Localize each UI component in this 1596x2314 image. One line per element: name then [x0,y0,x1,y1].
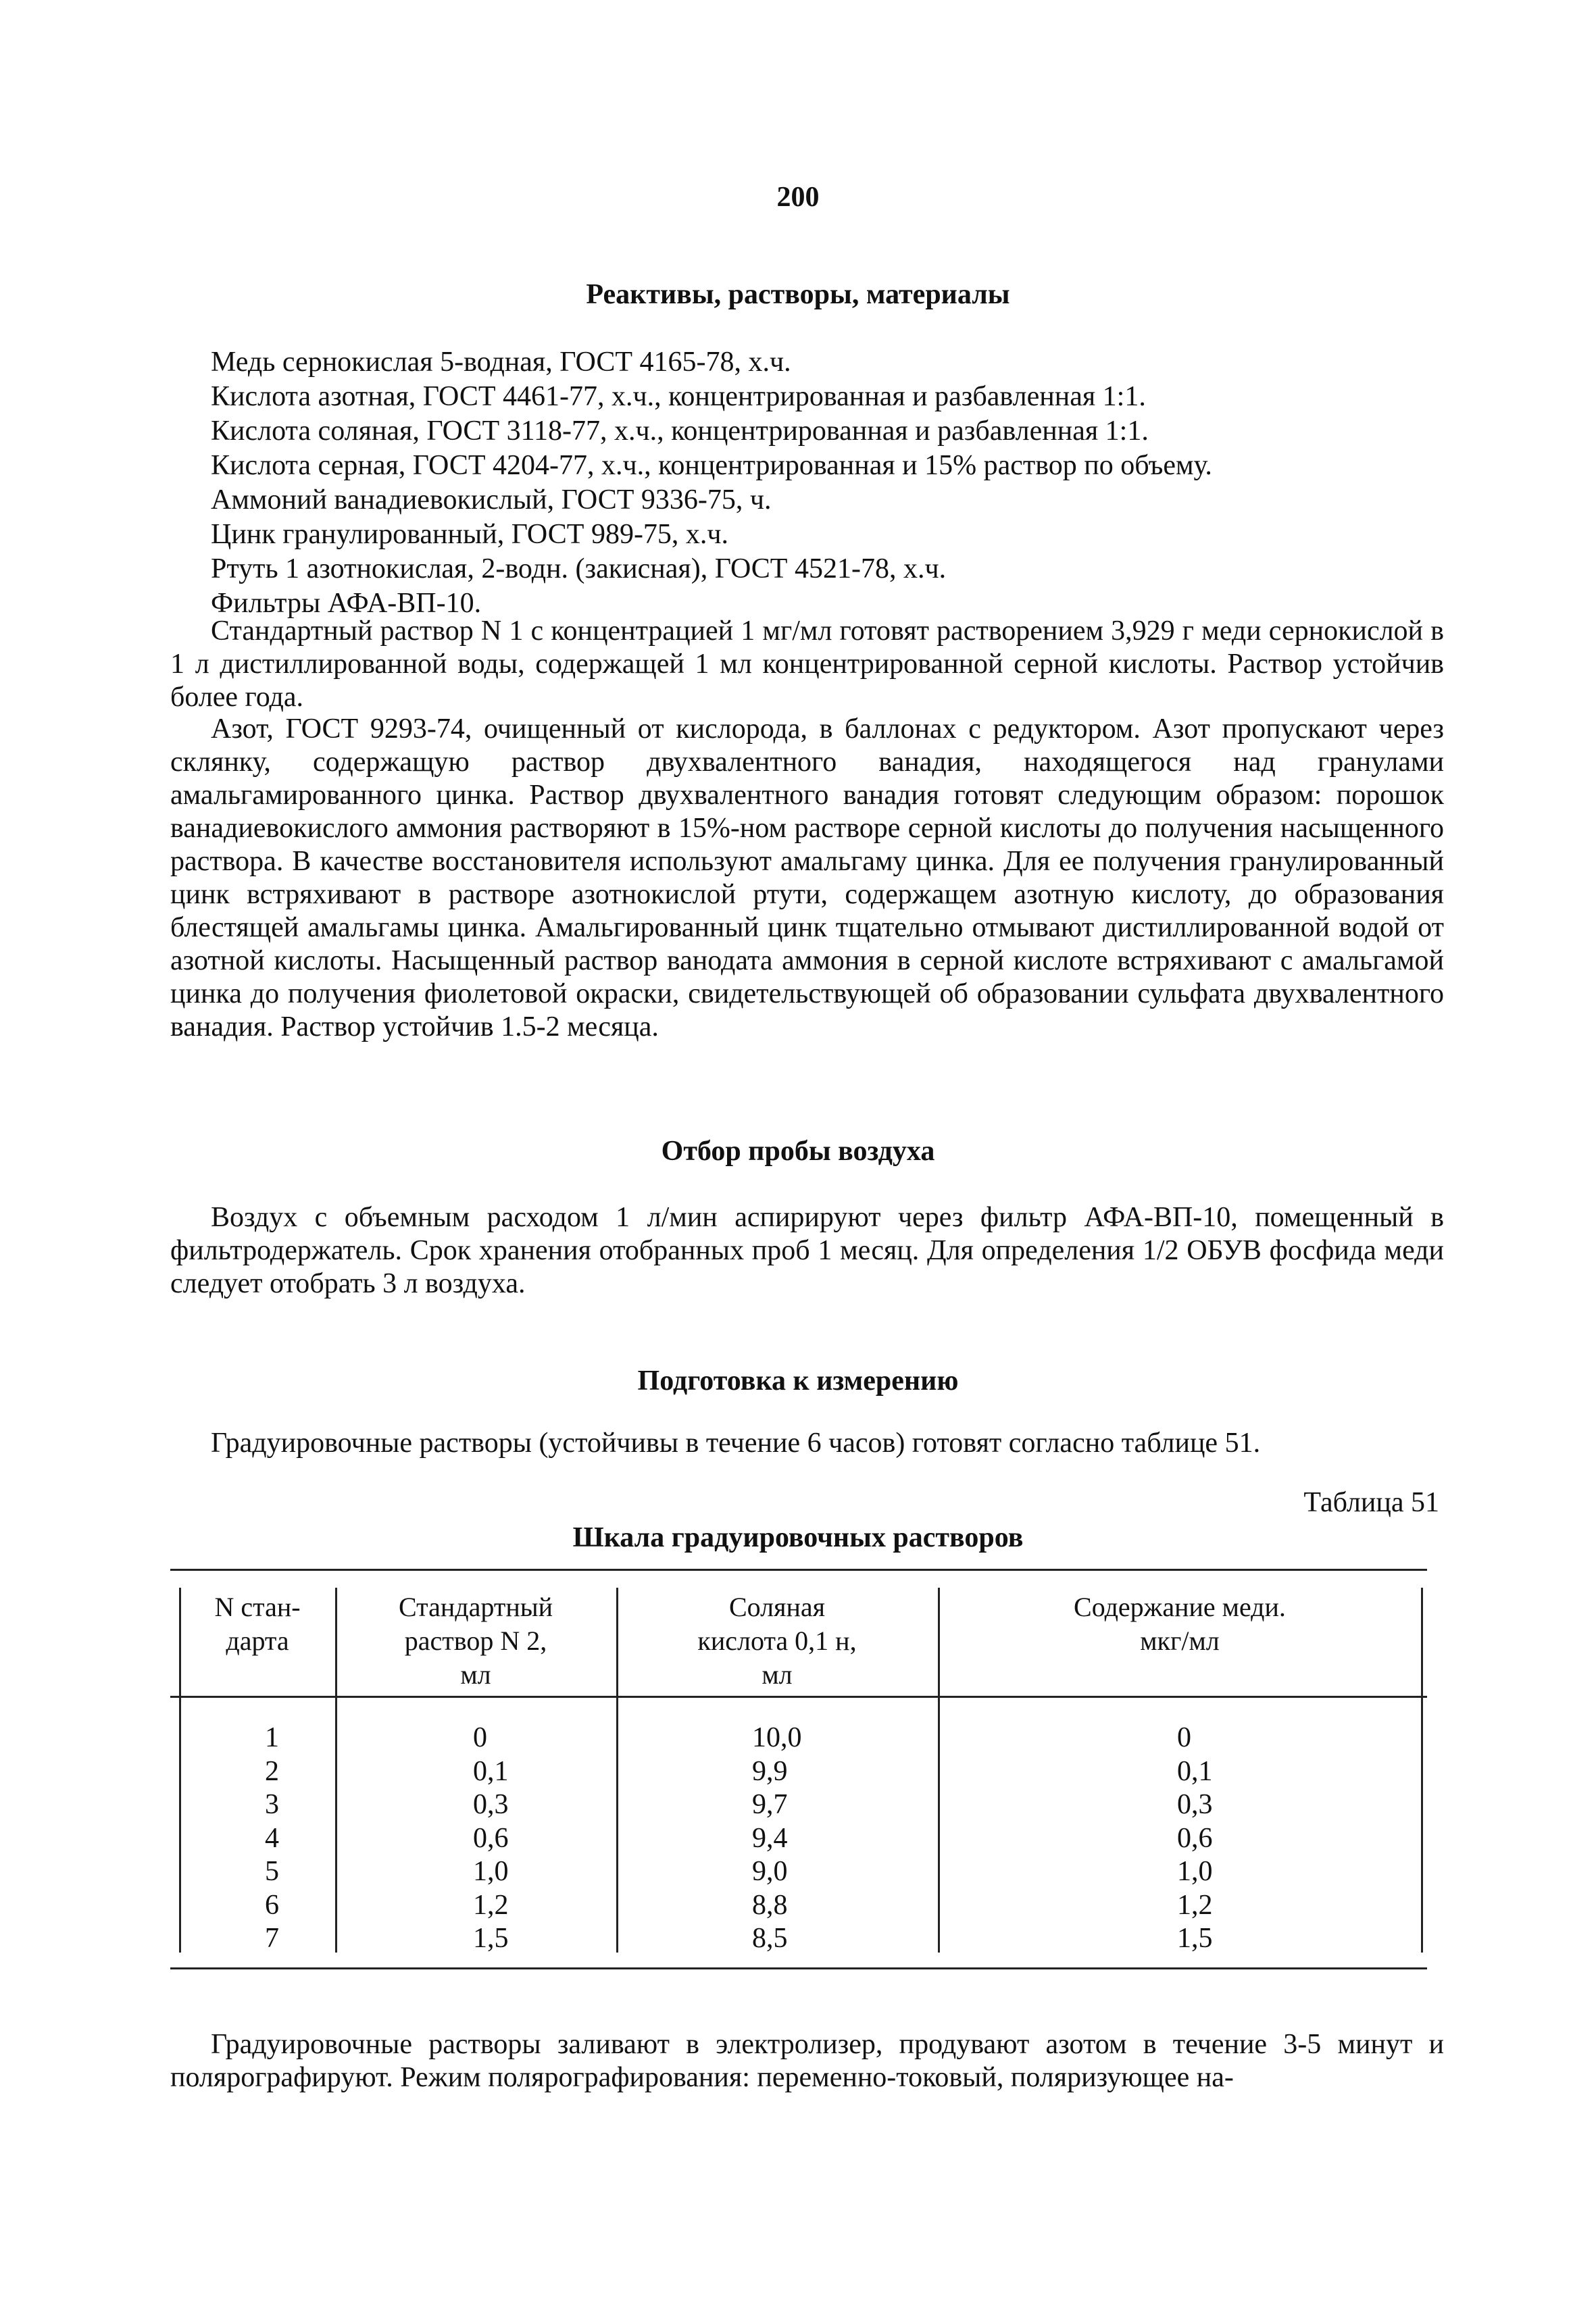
column-copper-content [1177,1721,1213,1956]
table-cell: 8,5 [752,1923,788,1954]
section-title-reagents: Реактивы, растворы, материалы [586,279,1010,310]
header-standard-number: N стан- дарта [214,1592,301,1656]
column-standard-solution [473,1721,509,1956]
closing-paragraph: Градуировочные растворы заливают в электролизер, продувают азотом в течение 3-5 минут и полярографируют. Режим полярографирования: переменно-токовый, поляризующее на- [170,2029,1444,2093]
reagent-item: Кислота серная, ГОСТ 4204-77, х.ч., концентрированная и 15% раствор по объему. [211,450,1212,481]
table-border-right [1421,1588,1423,1953]
table-cell: 6 [265,1889,279,1921]
reagent-item: Аммоний ванадиевокислый, ГОСТ 9336-75, ч. [211,484,772,515]
table-border-left [179,1588,181,1953]
table-cell: 1 [265,1722,279,1753]
table-cell: 5 [265,1856,279,1887]
table-divider [335,1588,337,1953]
preparation-paragraph: Градуировочные растворы (устойчивы в течение 6 часов) готовят согласно таблице 51. [211,1428,1261,1459]
reagent-item: Медь сернокислая 5-водная, ГОСТ 4165-78, х.ч. [211,347,791,378]
header-copper-content: Содержание меди. мкг/мл [1074,1592,1286,1656]
table-cell: 9,7 [752,1789,788,1820]
table-cell: 1,2 [1177,1889,1213,1921]
table-cell: 10,0 [752,1722,802,1753]
standard-solution-paragraph: Стандартный раствор N 1 с концентрацией 1 мг/мл готовят растворением 3,929 г меди сернокислой в 1 л дистиллированной воды, содержащей 1 мл концентрированной серной кислоты. Раствор устойчив более года. [170,615,1444,713]
reagent-item: Фильтры АФА-ВП-10. [211,588,482,619]
column-standard-number [265,1721,279,1956]
reagent-item: Кислота соляная, ГОСТ 3118-77, х.ч., концентрированная и разбавленная 1:1. [211,416,1149,447]
table-cell: 9,4 [752,1822,788,1854]
table-cell: 9,9 [752,1755,788,1787]
column-hydrochloric-acid [752,1721,802,1956]
table-divider [938,1588,940,1953]
table-cell: 0 [1177,1722,1191,1753]
section-title-sampling: Отбор пробы воздуха [661,1136,935,1167]
table-divider [616,1588,618,1953]
table-header-rule [170,1696,1427,1698]
table-cell: 9,0 [752,1856,788,1887]
table-cell: 1,0 [1177,1856,1213,1887]
table-cell: 3 [265,1789,279,1820]
table-cell: 0,1 [473,1755,509,1787]
table-cell: 4 [265,1822,279,1854]
table-cell: 0,3 [473,1789,509,1820]
table-cell: 1,5 [1177,1923,1213,1954]
header-hydrochloric-acid: Соляная кислота 0,1 н, мл [697,1592,857,1690]
table-caption: Таблица 51 [1303,1487,1439,1518]
table-cell: 1,2 [473,1889,509,1921]
table-bottom-rule [170,1967,1427,1969]
table-cell: 0,3 [1177,1789,1213,1820]
sampling-paragraph: Воздух с объемным расходом 1 л/мин аспирируют через фильтр АФА-ВП-10, помещенный в фильтродержатель. Срок хранения отобранных проб 1 месяц. Для определения 1/2 ОБУВ фосфида меди следует отобрать 3 л воздуха. [170,1202,1444,1299]
reagent-item: Ртуть 1 азотнокислая, 2-водн. (закисная), ГОСТ 4521-78, х.ч. [211,553,947,584]
table-cell: 0,6 [473,1822,509,1854]
table-cell: 0 [473,1722,487,1753]
reagent-item: Цинк гранулированный, ГОСТ 989-75, х.ч. [211,519,729,550]
table-cell: 1,0 [473,1856,509,1887]
nitrogen-paragraph: Азот, ГОСТ 9293-74, очищенный от кислорода, в баллонах с редуктором. Азот пропускают через склянку, содержащую раствор двухвалентного ванадия, находящегося над гранулами амальгамированного цинка. Раствор двухвалентного ванадия готовят следующим образом: порошок ванадиевокислого аммония растворяют в 15%-ном растворе серной кислоты до получения насыщенного раствора. В качестве восстановителя используют амальгаму цинка. Для ее получения гранулированный цинк встряхивают в растворе азотнокислой ртути, содержащем азотную кислоту, до образования блестящей амальгамы цинка. Амальгированный цинк тщательно отмывают дистиллированной водой от азотной кислоты. Насыщенный раствор ванодата аммония в серной кислоте встряхивают с амальгамой цинка до получения фиолетовой окраски, свидетельствующей об образовании сульфата двухвалентного ванадия. Раствор устойчив 1.5-2 месяца. [170,713,1444,1042]
table-title: Шкала градуировочных растворов [572,1522,1024,1553]
table-cell: 2 [265,1755,279,1787]
section-title-preparation: Подготовка к измерению [637,1365,959,1397]
table-cell: 0,6 [1177,1822,1213,1854]
table-cell: 8,8 [752,1889,788,1921]
table-top-rule [170,1569,1427,1571]
reagent-item: Кислота азотная, ГОСТ 4461-77, х.ч., концентрированная и разбавленная 1:1. [211,381,1146,412]
table-cell: 0,1 [1177,1755,1213,1787]
header-standard-solution: Стандартный раствор N 2, мл [398,1592,553,1690]
table-cell: 1,5 [473,1923,509,1954]
page-number: 200 [776,182,820,213]
table-cell: 7 [265,1923,279,1954]
